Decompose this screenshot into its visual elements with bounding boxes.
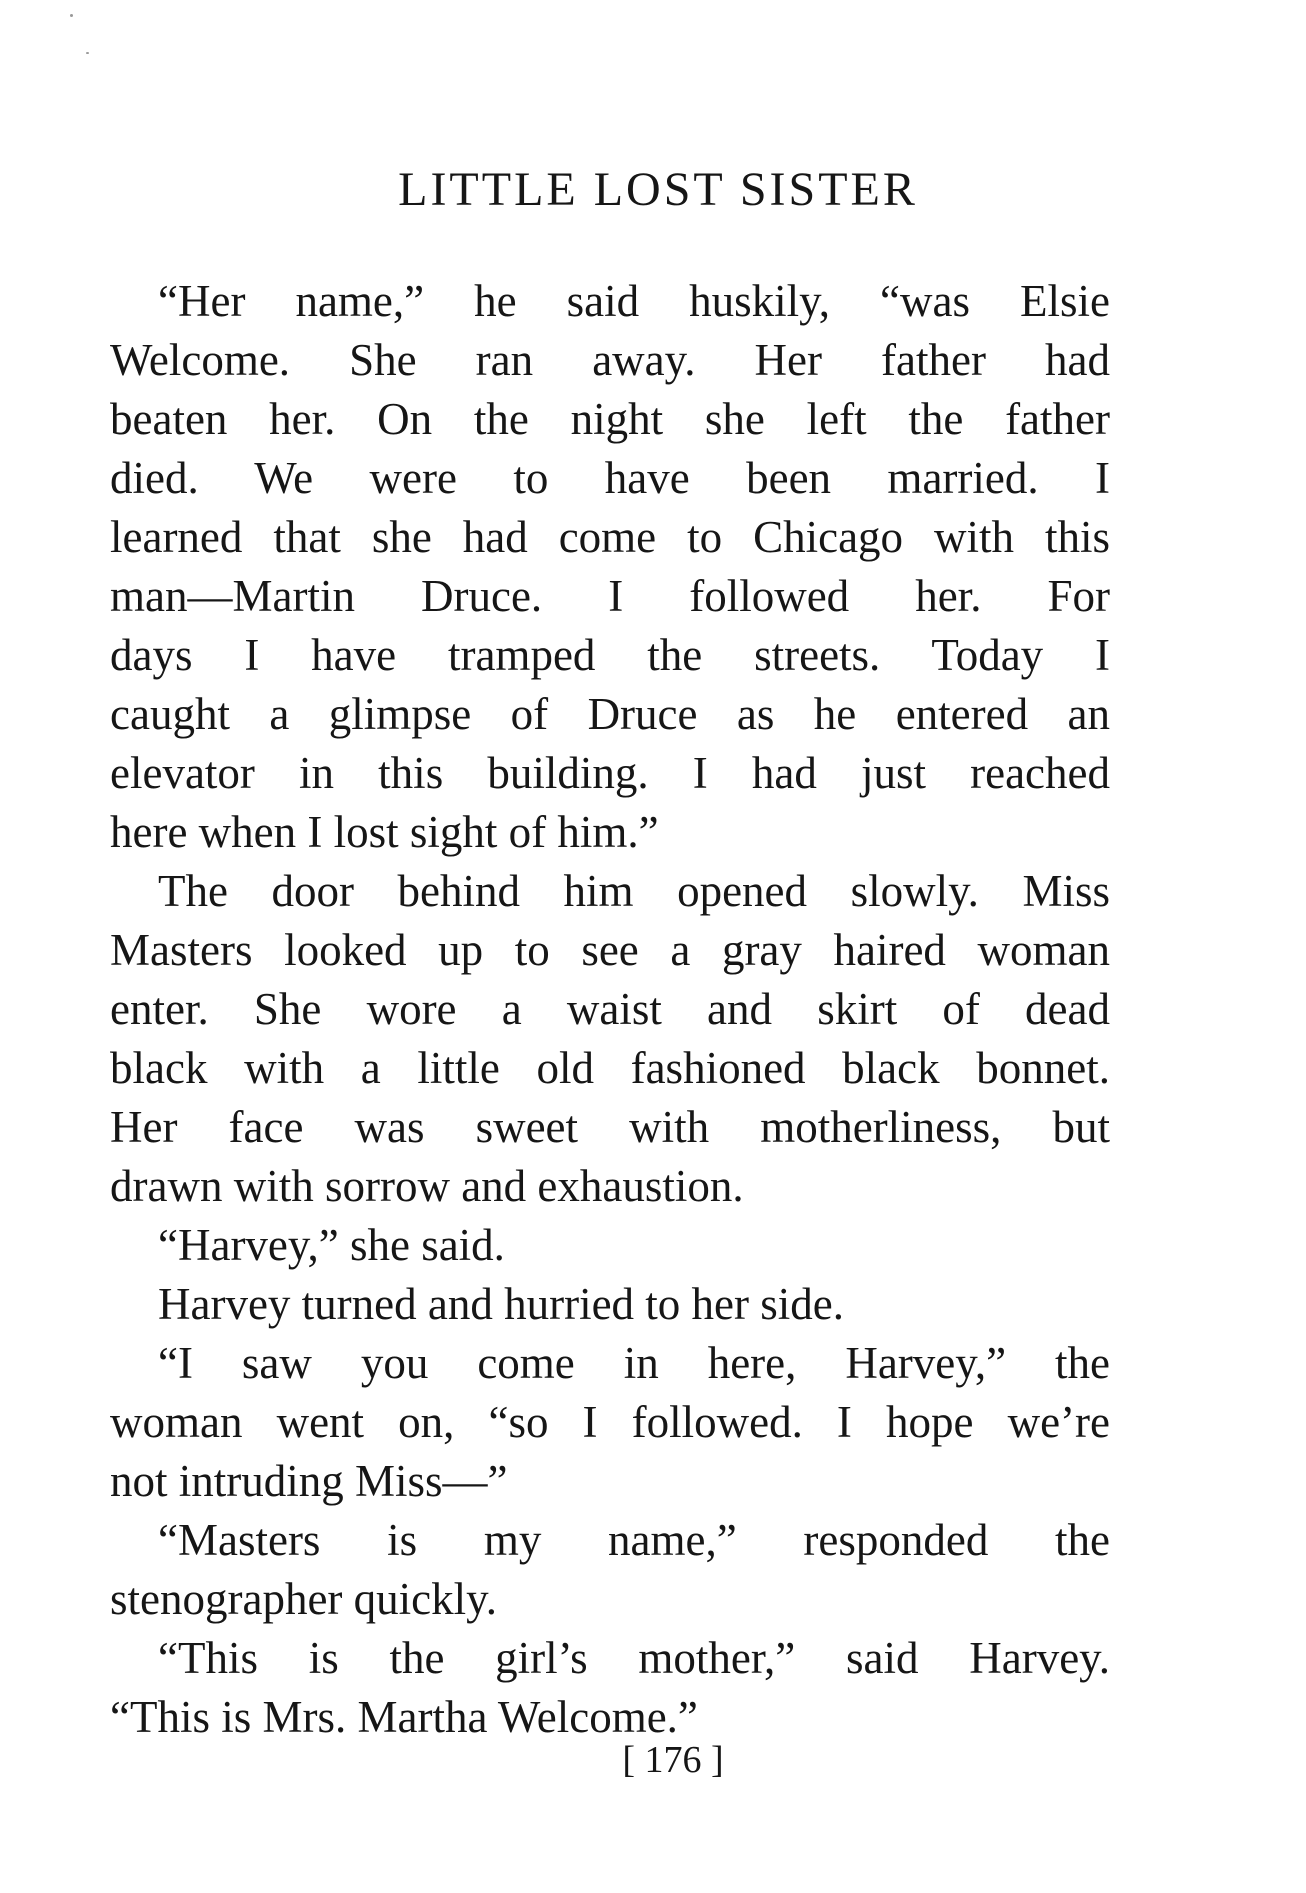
paragraph [110,862,1110,1216]
paragraph [110,1275,1110,1334]
text-line: caught a glimpse of Druce as he entered an [110,689,1110,739]
page-number: [ 176 ] [622,1739,724,1781]
paragraph [110,1334,1110,1511]
text-line: “This is Mrs. Martha Welcome.” [110,1692,698,1742]
text-line: Her face was sweet with motherliness, but [110,1102,1110,1152]
paper-speck [86,52,89,54]
paragraph [110,1216,1110,1275]
text-line: “This is the girl’s mother,” said Harvey. [158,1633,1110,1683]
text-line: stenographer quickly. [110,1574,497,1624]
text-line: died. We were to have been married. I [110,453,1110,503]
paper-speck [70,14,73,17]
paragraph [110,1511,1110,1629]
text-line: woman went on, “so I followed. I hope we’re [110,1397,1110,1447]
paragraph [110,272,1110,862]
text-line: drawn with sorrow and exhaustion. [110,1161,744,1211]
text-line: learned that she had come to Chicago with this [110,512,1110,562]
text-line: “Her name,” he said huskily, “was Elsie [158,276,1110,326]
text-line: black with a little old fashioned black bonnet. [110,1043,1110,1093]
text-line: here when I lost sight of him.” [110,807,659,857]
text-line: “I saw you come in here, Harvey,” the [158,1338,1110,1388]
text-line: The door behind him opened slowly. Miss [158,866,1110,916]
text-line: “Harvey,” she said. [158,1220,505,1270]
running-head: LITTLE LOST SISTER [398,163,918,216]
text-line: “Masters is my name,” responded the [158,1515,1110,1565]
text-line: Welcome. She ran away. Her father had [110,335,1110,385]
body-text [110,272,1110,1747]
text-line: beaten her. On the night she left the father [110,394,1110,444]
text-line: not intruding Miss—” [110,1456,508,1506]
text-line: enter. She wore a waist and skirt of dead [110,984,1110,1034]
text-line: man—Martin Druce. I followed her. For [110,571,1110,621]
text-line: Masters looked up to see a gray haired woman [110,925,1110,975]
text-line: Harvey turned and hurried to her side. [158,1279,845,1329]
paragraph [110,1629,1110,1747]
text-line: elevator in this building. I had just reached [110,748,1110,798]
text-line: days I have tramped the streets. Today I [110,630,1110,680]
